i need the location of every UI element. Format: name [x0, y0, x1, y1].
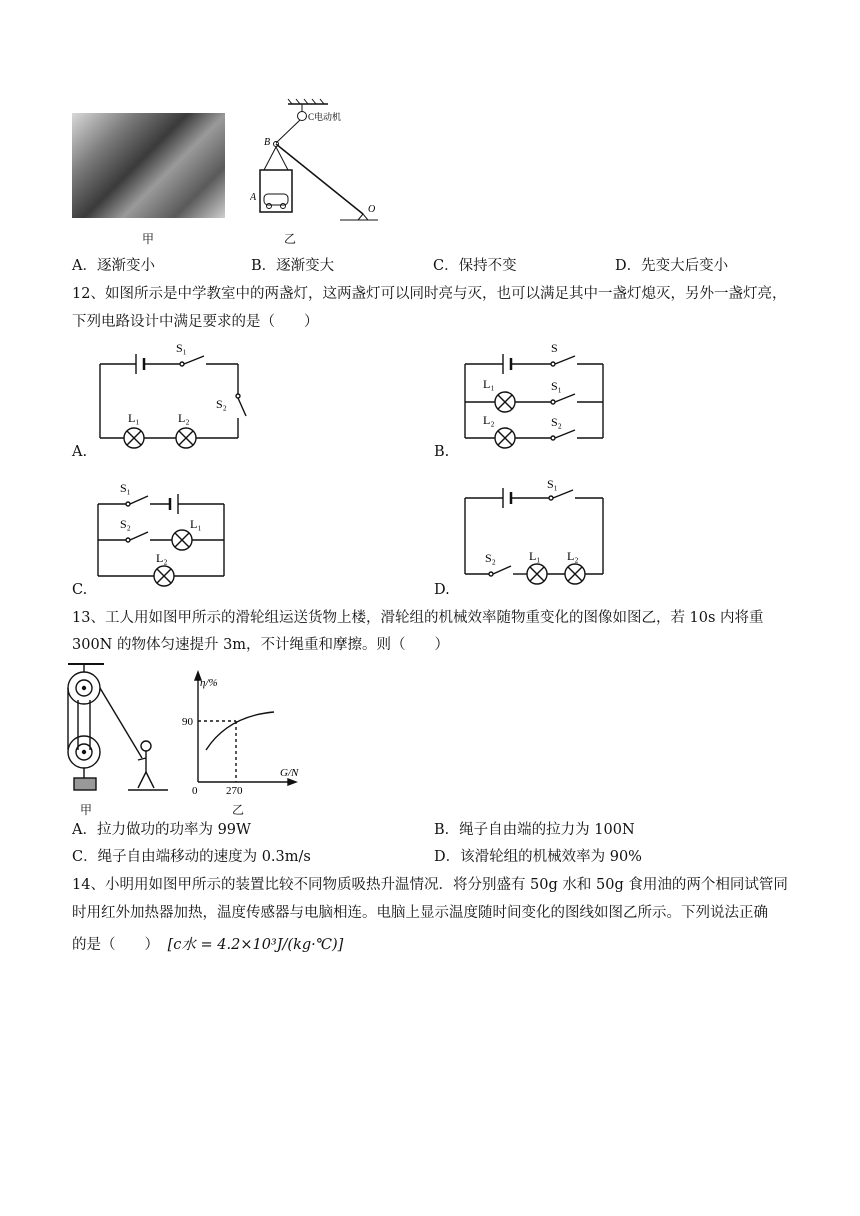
- b-s1: S₁: [551, 379, 562, 393]
- q11-lever-diagram: [250, 96, 380, 236]
- q14-stem-line3: [72, 935, 343, 955]
- q13-option-c: C．绳子自由端移动的速度为 0.3m/s: [72, 849, 311, 865]
- q13-fig-yi-label: 乙: [232, 803, 245, 817]
- q11-option-d: D．先变大后变小: [615, 258, 729, 274]
- q14-formula: [c水 = 4.2×10³J/(kg·℃)]: [167, 937, 344, 953]
- d-l2: L₂: [567, 549, 579, 563]
- q11-option-a: A．逐渐变小: [72, 258, 155, 274]
- q11-option-b: B．逐渐变大: [251, 258, 335, 274]
- c-s2: S₂: [120, 517, 131, 531]
- q13-option-b: B．绳子自由端的拉力为 100N: [434, 822, 635, 838]
- c-l2: L₂: [156, 551, 168, 565]
- q12-label-a: A.: [72, 444, 88, 460]
- q12-stem-line2: 下列电路设计中满足要求的是（ ）: [72, 314, 319, 330]
- q13-pulley-figure: [64, 660, 174, 798]
- a-l2: L₂: [178, 411, 190, 425]
- b-s: S: [551, 341, 558, 355]
- d-s1: S₁: [547, 477, 558, 491]
- b-s2: S₂: [551, 415, 562, 429]
- a-s1: S₁: [176, 341, 187, 355]
- q12-circuit-c: [88, 478, 238, 590]
- graph-x-value: 270: [226, 785, 243, 797]
- graph-xlabel: G/N: [280, 767, 299, 779]
- b-l2: L₂: [483, 413, 495, 427]
- q11-point-o: O: [368, 204, 376, 215]
- graph-y-value: 90: [182, 716, 193, 728]
- q12-circuit-d: [455, 476, 615, 588]
- q13-stem-line1: 13、工人用如图甲所示的滑轮组运送货物上楼，滑轮组的机械效率随物重变化的图像如图乙，若 10s 内将重: [72, 610, 764, 626]
- q12-label-c: C.: [72, 582, 88, 598]
- c-s1: S₁: [120, 481, 131, 495]
- q12-label-b: B.: [434, 444, 450, 460]
- q13-efficiency-graph: [176, 668, 306, 798]
- q14-stem-line2: 时用红外加热器加热，温度传感器与电脑相连。电脑上显示温度随时间变化的图线如图乙所示。下列说法正确: [72, 905, 768, 921]
- q13-option-a: A．拉力做功的功率为 99W: [72, 822, 251, 838]
- q11-fig-jia-label: 甲: [142, 232, 155, 246]
- graph-origin: 0: [192, 785, 198, 797]
- q12-circuit-a: [90, 338, 250, 450]
- q11-fig-yi-label: 乙: [284, 232, 297, 246]
- q11-point-a: A: [250, 192, 257, 203]
- d-s2: S₂: [485, 551, 496, 565]
- q14-stem-line1: 14、小明用如图甲所示的装置比较不同物质吸热升温情况．将分别盛有 50g 水和 50g 食用油的两个相同试管同: [72, 877, 788, 893]
- q12-circuit-b: [455, 338, 615, 450]
- q13-fig-jia-label: 甲: [80, 803, 93, 817]
- a-s2: S₂: [216, 397, 227, 411]
- b-l1: L₁: [483, 377, 495, 391]
- a-l1: L₁: [128, 411, 140, 425]
- d-l1: L₁: [529, 549, 541, 563]
- c-l1: L₁: [190, 517, 202, 531]
- q12-stem-line1: 12、如图所示是中学教室中的两盏灯，这两盏灯可以同时亮与灭，也可以满足其中一盏灯熄灭，另外一盏灯亮，: [72, 286, 787, 302]
- q12-label-d: D.: [434, 582, 450, 598]
- q11-option-c: C．保持不变: [433, 258, 517, 274]
- q11-motor-label: C电动机: [308, 112, 342, 122]
- graph-ylabel: η/%: [200, 677, 218, 689]
- q11-point-b: B: [264, 137, 271, 148]
- q13-option-d: D．该滑轮组的机械效率为 90%: [434, 849, 642, 865]
- q11-photo-jia: [72, 113, 225, 218]
- q14-stem-prefix: 的是（ ）: [72, 937, 159, 953]
- q13-stem-line2: 300N 的物体匀速提升 3m，不计绳重和摩擦。则（ ）: [72, 637, 450, 653]
